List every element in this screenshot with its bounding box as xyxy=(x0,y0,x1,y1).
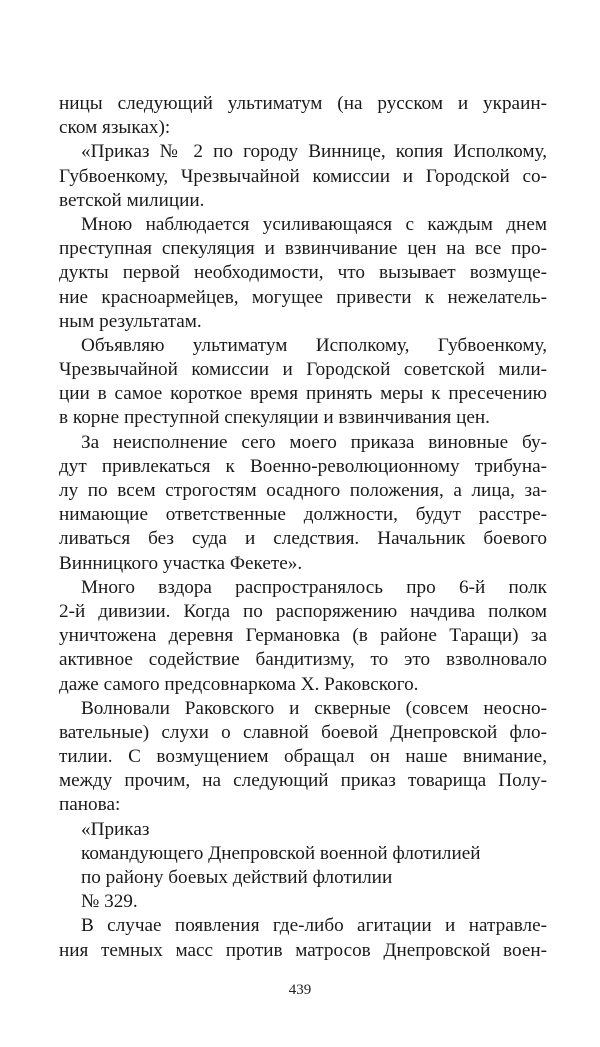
text-line: ветской милиции. xyxy=(59,189,205,211)
text-line: Объявляю ультиматум Исполкому, Губвоенкому, xyxy=(81,334,547,356)
text-line: ным результатам. xyxy=(59,310,202,332)
text-line: командующего Днепровской военной флотилией xyxy=(81,842,481,864)
text-line: В случае появления где-либо агитации и натравле- xyxy=(81,915,547,937)
text-line: дут привлекаться к Военно-революционному трибуна- xyxy=(59,455,547,477)
book-page-text xyxy=(59,92,547,963)
text-line: вательные) слухи о славной боевой Днепровской фло- xyxy=(59,721,547,743)
text-line: по району боевых действий флотилии xyxy=(81,867,393,888)
text-line: «Приказ № 2 по городу Виннице, копия Исполкому, xyxy=(81,141,547,163)
text-line: Чрезвычайной комиссии и Городской советской мили- xyxy=(59,359,547,381)
text-line: Губвоенкому, Чрезвычайной комиссии и Городской со- xyxy=(59,165,547,187)
text-line: ницы следующий ультиматум (на русском и украин- xyxy=(59,93,547,114)
text-line: 2-й дивизии. Когда по распоряжению начдива полком xyxy=(59,600,547,622)
page-number: 439 xyxy=(288,982,312,998)
text-line: ском языках): xyxy=(59,117,171,139)
text-line: нимающие ответственные должности, будут расстре- xyxy=(59,504,547,526)
text-line: преступная спекуляция и взвинчивание цен на все про- xyxy=(59,238,547,260)
text-line: № 329. xyxy=(81,891,138,913)
text-line: ние красноармейцев, могущее привести к нежелатель- xyxy=(59,286,547,308)
text-line: Винницкого участка Фекете». xyxy=(59,552,303,574)
text-line: лу по всем строгостям осадного положения, а лица, за- xyxy=(59,480,547,501)
text-line: За неисполнение сего моего приказа виновные бу- xyxy=(81,431,547,453)
text-line: активное содействие бандитизму, то это взволновало xyxy=(59,649,547,671)
text-line: «Приказ xyxy=(81,818,150,840)
text-line: ливаться без суда и следствия. Начальник боевого xyxy=(59,528,547,550)
text-line: в корне преступной спекуляции и взвинчивания цен. xyxy=(59,407,490,429)
text-line: тилии. С возмущением обращал он наше внимание, xyxy=(59,746,547,768)
text-line: уничтожена деревня Германовка (в районе Таращи) за xyxy=(59,625,547,647)
text-line: между прочим, на следующий приказ товарища Полу- xyxy=(59,770,547,792)
text-line: панова: xyxy=(59,794,121,816)
text-line: Много вздора распространялось про 6-й полк xyxy=(81,576,547,598)
text-line: ния темных масс против матросов Днепровской воен- xyxy=(59,939,547,961)
text-line: Мною наблюдается усиливающаяся с каждым днем xyxy=(81,213,547,235)
text-line: ции в самое короткое время принять меры к пресечению xyxy=(59,383,547,405)
text-line: Волновали Раковского и скверные (совсем неосно- xyxy=(81,697,547,719)
text-line: дукты первой необходимости, что вызывает возмуще- xyxy=(59,262,547,284)
text-line: даже самого предсовнаркома Х. Раковского. xyxy=(59,673,419,695)
